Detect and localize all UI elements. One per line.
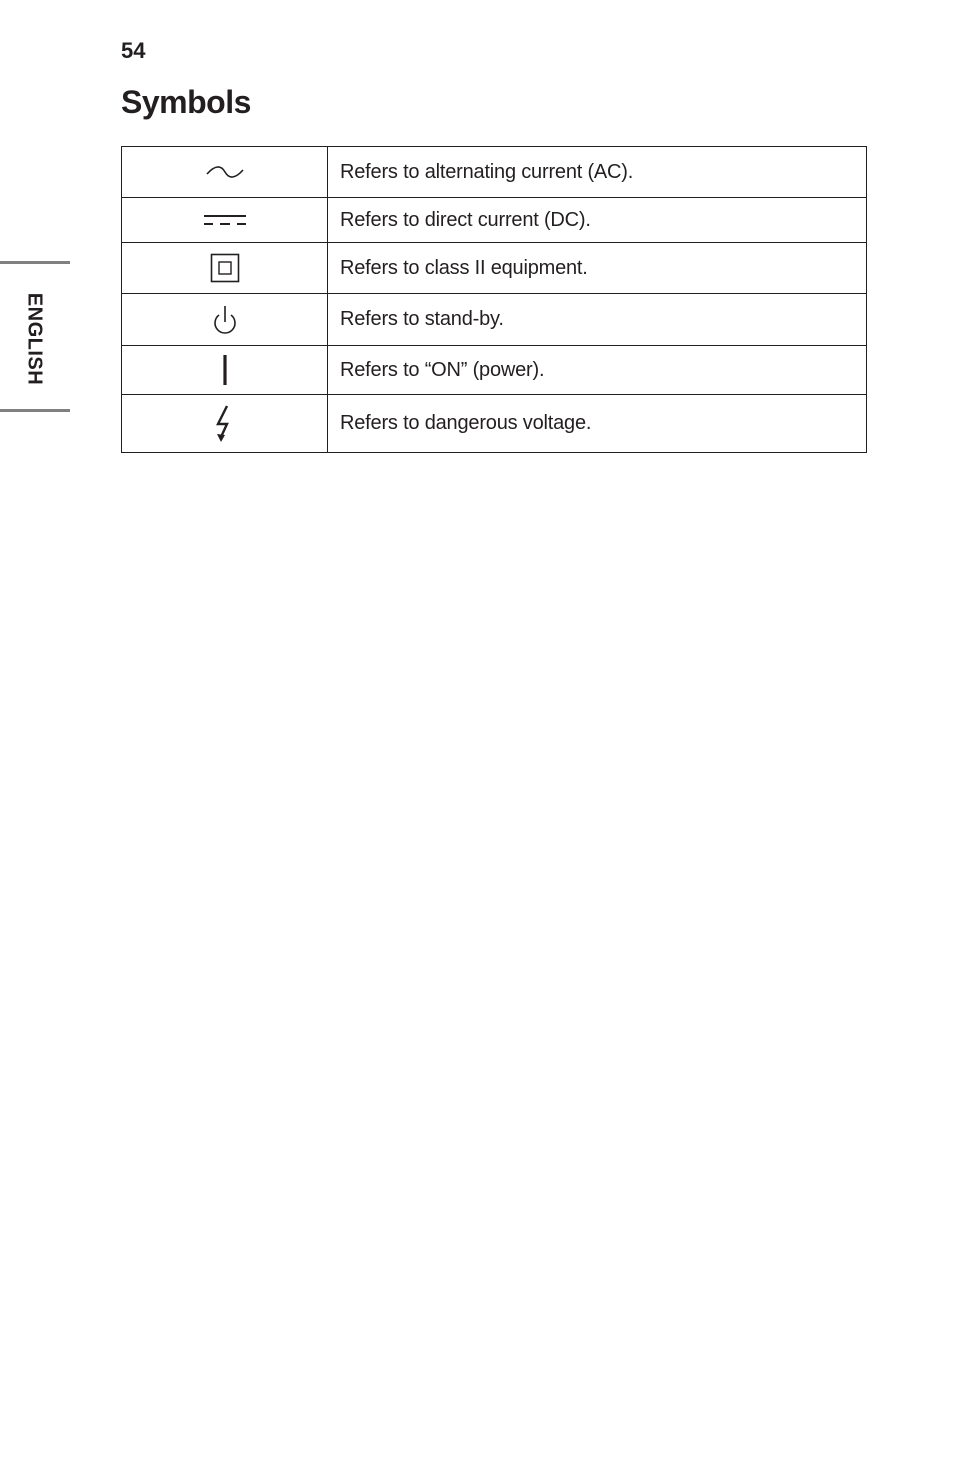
page-number: 54: [121, 38, 146, 63]
symbol-description: Refers to “ON” (power).: [328, 346, 867, 395]
symbols-table: [121, 146, 867, 453]
direct-current-icon: [122, 213, 327, 227]
symbol-description: Refers to dangerous voltage.: [328, 395, 867, 453]
power-on-icon: [122, 355, 327, 385]
symbol-cell: [122, 346, 328, 395]
standby-icon: [122, 304, 327, 336]
table-row: [122, 243, 867, 294]
symbol-description: Refers to alternating current (AC).: [328, 147, 867, 198]
alternating-current-icon: [122, 164, 327, 180]
dangerous-voltage-icon: [122, 404, 327, 444]
symbol-cell: [122, 198, 328, 243]
class-ii-equipment-icon: [122, 253, 327, 283]
language-tab: [0, 261, 70, 412]
language-tab-label: ENGLISH: [23, 292, 46, 386]
symbol-description: Refers to direct current (DC).: [328, 198, 867, 243]
symbol-description: Refers to stand-by.: [328, 294, 867, 346]
table-row: [122, 395, 867, 453]
symbol-description: Refers to class II equipment.: [328, 243, 867, 294]
symbol-cell: [122, 294, 328, 346]
page-title: Symbols: [121, 84, 251, 120]
symbol-cell: [122, 395, 328, 453]
table-row: [122, 147, 867, 198]
table-row: [122, 198, 867, 243]
table-row: [122, 346, 867, 395]
symbol-cell: [122, 243, 328, 294]
table-row: [122, 294, 867, 346]
symbol-cell: [122, 147, 328, 198]
